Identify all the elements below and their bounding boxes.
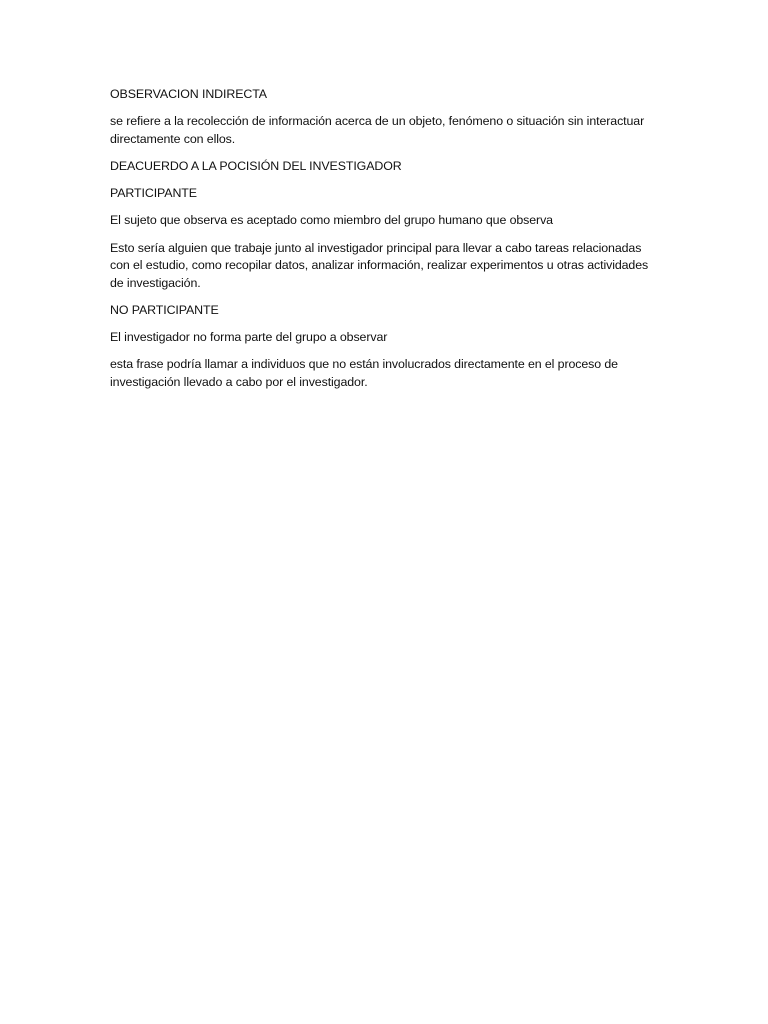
heading-participante: PARTICIPANTE <box>110 186 197 201</box>
heading-posicion-investigador: DEACUERDO A LA POCISIÓN DEL INVESTIGADOR <box>110 158 402 173</box>
paragraph-participante-definicion: El sujeto que observa es aceptado como miembro del grupo humano que observa <box>110 213 553 228</box>
heading-no-participante: NO PARTICIPANTE <box>110 302 219 317</box>
paragraph-participante-explicacion: Esto sería alguien que trabaje junto al investigador principal para llevar a cabo tareas relacionadas con el estudio, como recopilar datos, analizar información, realizar experimentos u otras actividades de investigación. <box>110 240 649 290</box>
heading-observacion-indirecta: OBSERVACION INDIRECTA <box>110 87 267 101</box>
paragraph-no-participante-definicion: El investigador no forma parte del grupo a observar <box>110 330 388 345</box>
paragraph-definicion-indirecta: se refiere a la recolección de información acerca de un objeto, fenómeno o situación sin interactuar directamente con ellos. <box>110 114 645 146</box>
paragraph-no-participante-explicacion: esta frase podría llamar a individuos que no están involucrados directamente en el proceso de investigación llevado a cabo por el investigador. <box>110 357 618 389</box>
document-body <box>110 86 658 401</box>
